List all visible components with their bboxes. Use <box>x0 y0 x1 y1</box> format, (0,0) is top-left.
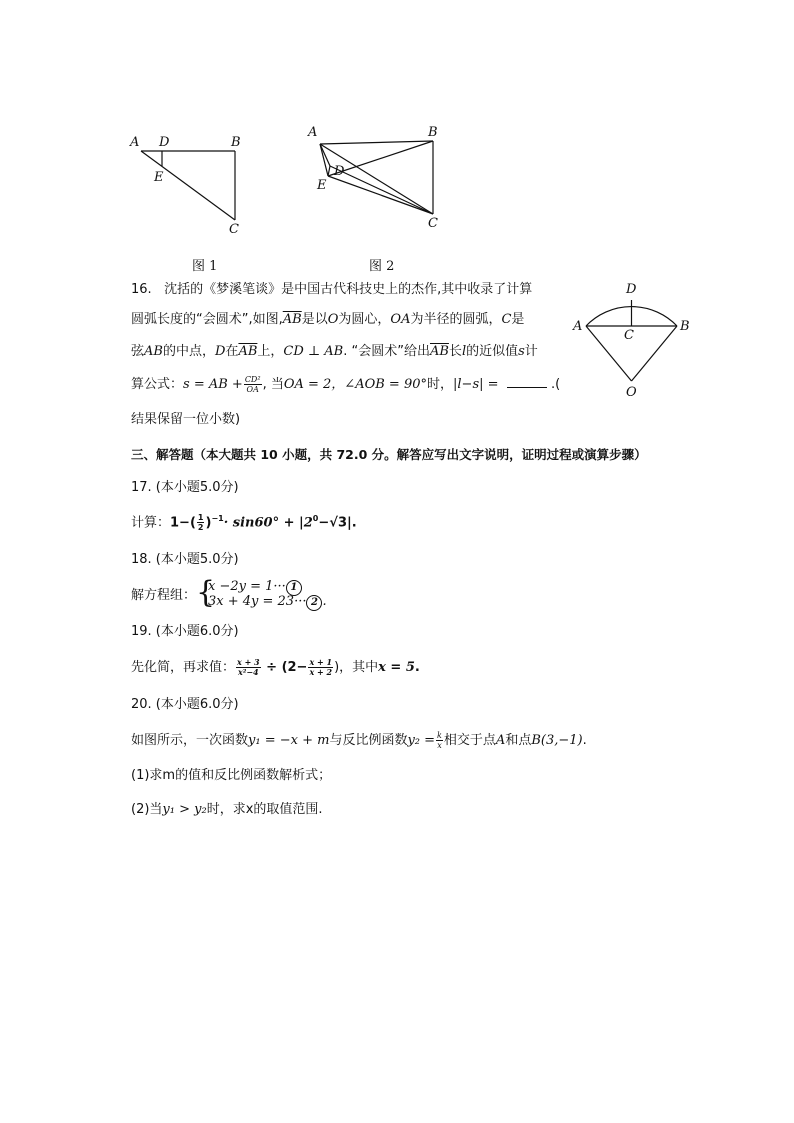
q16-line-5: 结果保留一位小数) <box>131 412 241 427</box>
q16-text: 长 <box>448 344 462 359</box>
fig2-label-a: A <box>308 125 318 140</box>
q16-var: l <box>461 344 467 359</box>
fig3-label-o: O <box>626 385 637 400</box>
q20-inverse-function: y₂ = <box>407 733 436 748</box>
q16-formula: s = AB + <box>183 377 243 392</box>
q16-fraction <box>244 375 262 394</box>
q16-text: 的中点， <box>162 344 215 359</box>
figure-1-caption: 图 1 <box>192 259 218 274</box>
q16-text: . “会圆术”给出 <box>343 344 430 359</box>
q17-exponent: 0 <box>312 514 319 523</box>
q20-point-b: B(3,−1) <box>531 733 583 748</box>
q20-text: 相交于点 <box>443 733 496 748</box>
figure-3 <box>570 282 700 402</box>
q19-expression <box>131 658 420 677</box>
q16-text: 为半径的圆弧， <box>410 312 502 327</box>
q19-frac-den: x²−4 <box>238 667 259 677</box>
q20-point-a: A <box>495 733 506 748</box>
q19-prefix: 先化简，再求值： <box>131 660 236 675</box>
fig3-label-b: B <box>680 319 690 334</box>
q16-answer-blank[interactable] <box>507 375 547 388</box>
q16-line-3 <box>131 343 538 361</box>
fig3-label-c: C <box>624 328 634 343</box>
q16-var: CD ⊥ AB <box>283 344 344 359</box>
fig2-label-b: B <box>428 125 438 140</box>
q18-prefix: 解方程组： <box>131 588 197 603</box>
fig1-label-b: B <box>231 135 241 150</box>
q16-var: s <box>518 344 525 359</box>
q18-eq1-text: x −2y = 1··· <box>208 579 286 594</box>
q20-header: 20. (本小题6.0分) <box>131 697 239 712</box>
q19-expr: ÷ (2− <box>261 660 308 675</box>
q19-text: )，其中 <box>334 660 379 675</box>
q18-end: . <box>322 594 327 609</box>
q16-arc-ab: $\overline{AB}$ <box>238 344 258 359</box>
q16-text: 是 <box>511 312 525 327</box>
q16-var: C <box>501 312 512 327</box>
q18-mark-1: 1 <box>286 580 302 596</box>
q19-fraction-1 <box>236 658 261 677</box>
q19-condition: x = 5 <box>378 660 415 675</box>
q16-var: AB <box>144 344 163 359</box>
fig3-label-a: A <box>573 319 583 334</box>
q16-line-2 <box>131 311 524 329</box>
q17-expr: 1−( <box>170 515 196 531</box>
q16-var: O <box>327 312 339 327</box>
fig1-label-e: E <box>154 170 164 185</box>
q16-text: 的近似值 <box>466 344 519 359</box>
fig1-label-a: A <box>130 135 140 150</box>
q19-frac-num: x + 1 <box>309 657 333 667</box>
q19-frac-den: x + 2 <box>309 667 333 677</box>
q16-frac-den: OA <box>246 385 259 394</box>
q17-expr: −√3|. <box>318 515 357 531</box>
q16-number: 16. <box>131 282 152 297</box>
q17-frac-den: 2 <box>197 523 204 533</box>
q16-abs-expr: |l−s| = <box>453 377 499 392</box>
q20-text: 和点 <box>505 733 532 748</box>
q20-frac-den: x <box>437 741 442 750</box>
q16-text: 计 <box>524 344 538 359</box>
q20-linear-function: y₁ = −x + m <box>248 733 330 748</box>
q16-text: 弦 <box>131 344 145 359</box>
q18-brace: { <box>196 575 216 610</box>
fig1-label-d: D <box>159 135 170 150</box>
q19-frac-num: x + 3 <box>237 657 260 667</box>
q17-frac-num: 1 <box>197 513 204 523</box>
fig2-label-e: E <box>317 178 327 193</box>
q16-text: 时， <box>427 377 454 392</box>
figure-3-diagram <box>570 282 700 402</box>
q16-text: .( <box>550 377 561 392</box>
q17-fraction <box>197 513 205 532</box>
fig2-label-d: D <box>334 164 345 179</box>
q20-text: 时，求x的取值范围. <box>206 802 323 817</box>
q18-header: 18. (本小题5.0分) <box>131 552 239 567</box>
fig3-label-d: D <box>626 282 637 297</box>
q17-expr: ) <box>205 515 212 531</box>
q16-text: 在 <box>225 344 239 359</box>
q16-text: 上， <box>257 344 284 359</box>
q16-line1-text: 沈括的《梦溪笔谈》是中国古代科技史上的杰作,其中收录了计算 <box>164 282 533 297</box>
q16-line-4 <box>131 375 560 394</box>
q19-fraction-2 <box>308 658 333 677</box>
q17-prefix: 计算： <box>131 515 171 531</box>
figure-1-diagram <box>125 130 265 240</box>
q19-end: . <box>414 660 420 675</box>
q20-statement <box>131 731 587 750</box>
q20-text: 如图所示，一次函数 <box>131 733 249 748</box>
q19-header: 19. (本小题6.0分) <box>131 624 239 639</box>
q20-condition: y₁ > y₂ <box>162 802 207 817</box>
fig2-label-c: C <box>428 216 438 231</box>
q16-arc-ab: $\overline{AB}$ <box>282 312 302 327</box>
q16-var: D <box>214 344 226 359</box>
q16-text: , 当 <box>262 377 284 392</box>
figure-2 <box>300 124 450 234</box>
q18-eq2-text: 3x + 4y = 23··· <box>208 594 307 609</box>
q20-frac-num: k <box>437 731 442 740</box>
q18-mark-2: 2 <box>306 595 322 611</box>
q18-eq2 <box>208 593 327 611</box>
q17-expression <box>131 510 357 532</box>
section-3-title: 三、解答题（本大题共 10 小题，共 72.0 分。解答应写出文字说明，证明过程或演算步骤） <box>131 447 647 462</box>
q20-part-2 <box>131 801 323 819</box>
q20-text: . <box>582 733 587 748</box>
q16-condition: OA = 2，∠AOB = 90° <box>283 377 427 392</box>
q16-text: 为圆心， <box>338 312 391 327</box>
figure-1 <box>125 130 265 250</box>
q16-text: 是以 <box>301 312 328 327</box>
q16-frac-num: CD² <box>244 375 261 384</box>
q17-exponent: −1 <box>211 514 224 523</box>
q16-line-1 <box>131 281 532 299</box>
q20-fraction <box>436 731 443 750</box>
q20-text: 与反比例函数 <box>329 733 408 748</box>
q17-expr: · sin60° + |2 <box>223 515 313 531</box>
q20-part-1: (1)求m的值和反比例函数解析式； <box>131 768 332 783</box>
q20-text: (2)当 <box>131 802 163 817</box>
fig1-label-c: C <box>229 222 239 237</box>
q16-text: 圆弧长度的“会圆术”,如图, <box>131 312 283 327</box>
q16-text: 算公式： <box>131 377 184 392</box>
q16-arc-ab: $\overline{AB}$ <box>429 344 449 359</box>
figure-2-caption: 图 2 <box>369 259 395 274</box>
q16-var: OA <box>390 312 411 327</box>
q17-header: 17. (本小题5.0分) <box>131 480 239 495</box>
